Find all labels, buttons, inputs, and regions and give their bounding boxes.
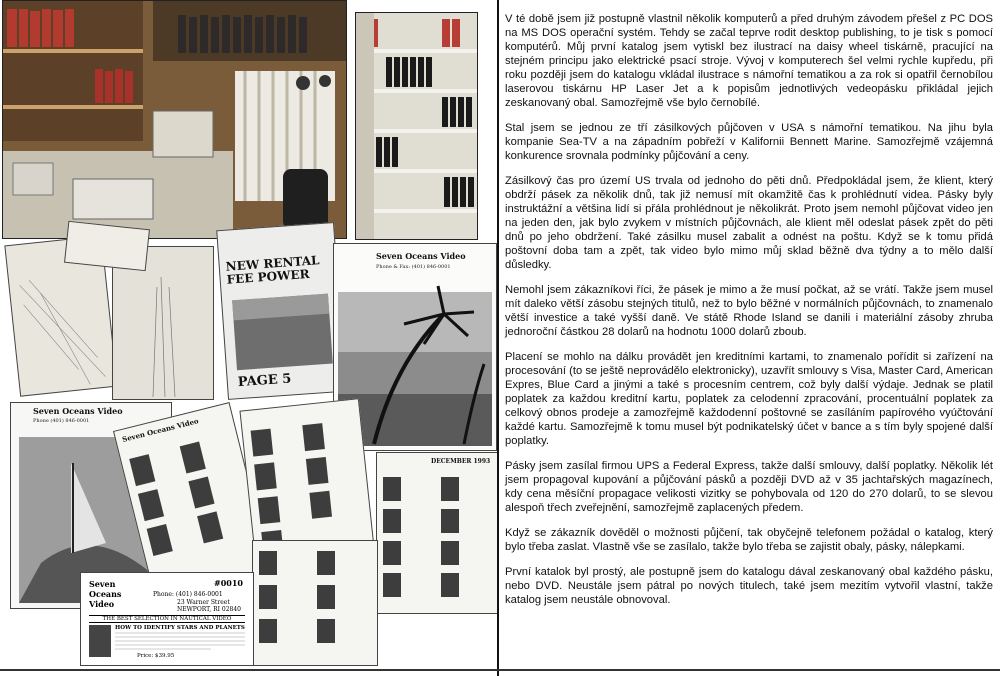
paragraph-5: Placení se mohlo na dálku provádět jen kreditními kartami, to znamenalo pořídit si zařízení na procesování (to se ještě neprovádělo elektronicky), uzavřít smlouvy s Visa, Master Card, American Expres, Blue Card a jinými a také s procesním centrem, což byly další výdaje. Jednak se platil poplatek za každou kreditní kartu, poplatek za celodenní zpracování, procentuální poplatek za celkový obnos prodeje a zamozřejmě každodenní poštovné se zasíláním papírového vyúčtování každé kartu. Samozřejmě k tomu musel být podnikatelský účet v bance a s tím byly spojené další poplatky. (505, 351, 993, 447)
photo-collage (0, 0, 497, 676)
office-scene-illustration (3, 1, 346, 238)
office-photo (2, 0, 347, 239)
catalog-city: NEWPORT, RI 02840 (177, 606, 241, 613)
brand-line-2: Oceans (89, 589, 122, 599)
paragraph-4: Nemohl jsem zákazníkovi říci, že pásek je mimo a že musí počkat, až se vrátí. Takže jsem musel mít daleko větší zásobu stejných titulů, než to bylo běžné v normálních půjčovnách, to znamenalo větší investice a také vyšší daně. Ve státě Rhode Island se danili i materiální zásoby zhruba jednoroční částkou 28 dolarů na hodnotu 1000 dolarů zboub. (505, 284, 993, 338)
paragraph-8: První katalok byl prostý, ale postupně jsem do katalogu dával zeskanovaný obal každého pásku, nebo DVD. Neustále jsem pátral po nových titulech, také jsem mezitím vytvořil vlastní, takže katalog jsem neustále obnovoval. (505, 566, 993, 606)
catalog-brand-a: Seven Oceans Video (33, 406, 123, 416)
catalog-spread-4 (252, 540, 378, 666)
tape-shelves-illustration (356, 13, 477, 239)
bottom-rule (0, 669, 1000, 671)
catalog-cover-0010 (80, 572, 254, 666)
catalog-brand-spread-1: Seven Oceans Video (121, 416, 200, 444)
paragraph-1: V té době jsem již postupně vlastnil několik komputerů a před druhým závodem přešel z PC DOS na MS DOS operační systém. Tehdy se začal teprve rodit desktop publishing, to je tisk s pomocí komputérů. Můj první katalog jsem vytiskl bez ilustrací na daisy wheel tiskárně, pracující na stejném principu jako elektrické psací stroje. Vývoj v komputerech šel velmi rychle kupředu, při roku později jsem do katalogu vkládal ilustrace s námořní tematikou a za rok si opatřil černobílou laserovou tiskárnu HP Laser Jet a k popisům jednotlivých vedeopásku přikládal jejich zeskanovaný obal. Samozřejmě vše bylo černobílé. (505, 13, 993, 109)
thumbnail-grid-4 (253, 541, 377, 665)
catalog-phone-b: Phone & Fax: (401) 846-0001 (376, 264, 451, 270)
catalog-spread-3 (376, 452, 498, 614)
paragraph-2: Stal jsem se jednou ze tří zásilkových půjčoven v USA s námořní tematikou. Na jihu byla kompanie Sea-TV a na západním pobřeží v Kalifornii Bennett Marine. Samozřejmě vzájemná konkurence srovnala podmínky půjčování a ceny. (505, 122, 993, 162)
thumbnail-grid-3 (377, 453, 497, 613)
catalog-brand-b: Seven Oceans Video (376, 251, 466, 261)
catalog-price: Price: $39.95 (137, 653, 175, 659)
catalog-number: #0010 (214, 578, 243, 588)
paragraph-3: Zásilkový čas pro území US trvala od jednoho do pěti dnů. Předpokládal jsem, že klient, který obdrží pásek za několik dnů, tak již nemusí mít okamžitě čas k prohlédnutí videa. Pásky byly instruktážní a většina lidí si přála prohlédnout je několikrát. Proto jsem nemohl půjčovat video jen na jeden den, jak bylo zvykem v místních půjčovnách, ale klient měl odeslat pásek zpět do pěti dnů po jeho obdržení. Také zásilku musel zabalit a odnést na poštu. Když se k tomu přidá poštovní doba tam a zpět, tak video bylo mimo můj sklad běžně dva týdny a to mělo další důsledky. (505, 175, 993, 271)
book-thumbnail-and-text-lines (81, 573, 253, 665)
catalog-phone-a: Phone (401) 846-0001 (33, 418, 90, 424)
catalog-phone-d: Phone: (401) 846-0001 (153, 591, 223, 598)
paragraph-6: Pásky jsem zasílal firmou UPS a Federal Express, takže další smlouvy, další poplatky. Několik lét jsem propagoval kupování a půjčování pásků a později DVD až v 35 jachtařských magazínech, kdy cena měsíční propagace velikosti vizitky se pohybovala od 120 do 270 dolarů, to se slevou alespoň třech zveřejnění, samozřejmě zaplacených předem. (505, 460, 993, 514)
catalog-tagline: THE BEST SELECTION IN NAUTICAL VIDEO (89, 615, 245, 623)
article-text (505, 12, 993, 618)
page-label: PAGE 5 (237, 371, 292, 391)
column-divider (497, 0, 499, 676)
paragraph-7: Když se zákazník dověděl o možnosti půjčení, tak obyčejně telefonem požádal o katalog, který bylo třeba zaslat. Vlastně vše se zasílalo, takže bylo třeba se zajistit obaly, pásky, nálepkami. (505, 527, 993, 553)
videotape-shelves-photo (355, 12, 478, 240)
rental-headline: NEW RENTAL FEE POWER (225, 253, 320, 287)
brand-line-1: Seven (89, 579, 116, 589)
early-catalog-scan-3 (64, 221, 150, 271)
catalog-headline: HOW TO IDENTIFY STARS AND PLANETS (115, 625, 245, 631)
catalog-date: DECEMBER 1993 (431, 458, 491, 465)
catalog-address: 23 Warner Street (177, 599, 230, 606)
rental-fee-cover (216, 222, 346, 400)
sketch-texture-2 (113, 247, 213, 399)
brand-line-3: Video (89, 599, 115, 609)
